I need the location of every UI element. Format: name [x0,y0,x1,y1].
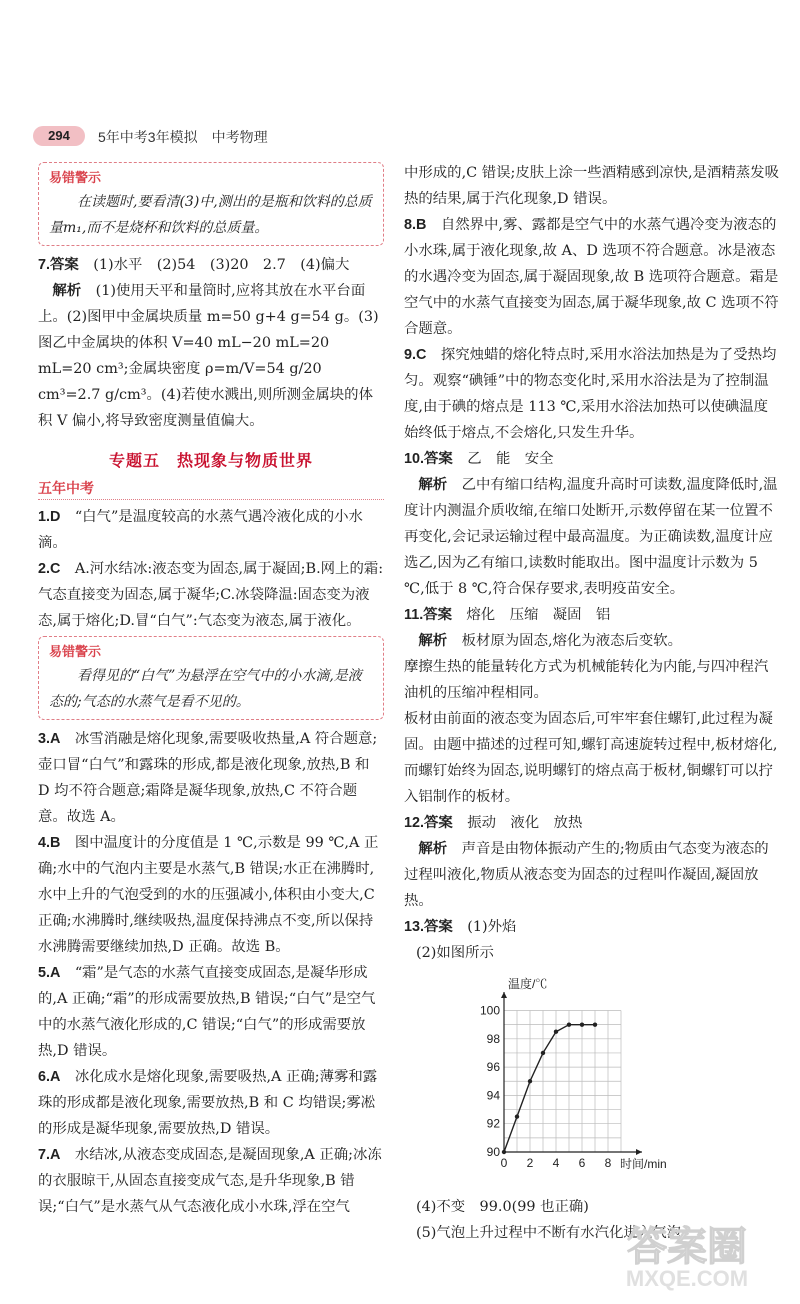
svg-text:答案圈: 答案圈 [627,1225,747,1269]
x-tick-label: 2 [526,1156,534,1170]
answer-13: 13.答案 (1)外焰 [404,919,517,935]
page-number: 294 [33,126,85,146]
chart-svg [464,970,684,1185]
data-point [554,1030,558,1034]
data-series-line [504,1025,595,1152]
temperature-chart [464,970,780,1194]
answer-13-line4: (4)不变 99.0(99 也正确) [416,1199,589,1215]
explanation-7: 解析 (1)使用天平和量筒时,应将其放在水平台面上。(2)图甲中金属块质量 m=50 g+4 g=54 g。(3)图乙中金属块的体积 V=40 mL−20 mL=20 mL=20 cm³;金属块密度 ρ=m/V=54 g/20 cm³=2.7 g/cm³。(4)若使水溅出,则所测金属块的体积 V 偏小,将导致密度测量值偏大。 [38,283,379,429]
explanation-11-line3: 板材由前面的液态变为固态后,可牢牢套住螺钉,此过程为凝固。由题中描述的过程可知,螺钉高速旋转过程中,板材熔化,而螺钉始终为固态,说明螺钉的熔点高于板材,铜螺钉可以拧入铝制作的板材。 [404,711,778,805]
warning-box-2 [38,636,384,720]
data-point [593,1022,597,1026]
answer-6: 6.A 冰化成水是熔化现象,需要吸热,A 正确;薄雾和露珠的形成都是液化现象,需要放热,B 和 C 均错误;雾凇的形成是凝华现象,需要放热,D 错误。 [38,1069,378,1137]
explanation-12: 解析 声音是由物体振动产生的;物质由气态变为液态的过程叫液化,物质从液态变为固态的过程叫作凝固,凝固放热。 [404,841,769,909]
answer-7-continued: 中形成的,C 错误;皮肤上涂一些酒精感到凉快,是酒精蒸发吸热的结果,属于汽化现象,D 错误。 [404,165,779,207]
answer-2: 2.C A.河水结冰:液态变为固态,属于凝固;B.网上的霜:气态直接变为固态,属于凝华;C.冰袋降温:固态变为液态,属于熔化;D.冒“白气”:气态变为液态,属于液化。 [38,561,384,629]
answer-8: 8.B 自然界中,雾、露都是空气中的水蒸气遇冷变为液态的小水珠,属于液化现象,故 A、D 选项不符合题意。冰是液态的水遇冷变为固态,属于凝固现象,故 B 选项符合题意。霜是空气中的水蒸气直接变为固态,属于凝华现象,故 C 选项不符合题意。 [404,217,779,337]
explanation-10: 解析 乙中有缩口结构,温度升高时可读数,温度降低时,温度计内测温介质收缩,在缩口处断开,示数停留在某一位置不再变化,会记录运输过程中最高温度。为正确读数,温度计应选乙,因为乙有缩口,读数时能取出。图中温度计示数为 5 ℃,低于 8 ℃,符合保存要求,表明疫苗安全。 [404,477,778,597]
warning-body: 看得见的“白气”为悬浮在空气中的小水滴,是液态的;气态的水蒸气是看不见的。 [49,668,362,710]
x-axis-label: 时间/min [620,1157,667,1171]
y-tick-label: 96 [486,1060,500,1075]
warning-title: 易错警示 [49,170,102,185]
data-point [528,1079,532,1083]
section-heading: 五年中考 [38,477,384,500]
answer-12: 12.答案 振动 液化 放热 [404,815,583,831]
answer-3: 3.A 冰雪消融是熔化现象,需要吸收热量,A 符合题意;壶口冒“白气”和露珠的形成,都是液化现象,放热,B 和 D 均不符合题意;霜降是凝华现象,放热,C 不符合题意。故选 A。 [38,731,378,825]
x-tick-label: 6 [578,1156,586,1170]
explanation-11: 解析 板材原为固态,熔化为液态后变软。 [418,633,683,649]
data-point [567,1022,571,1026]
book-title: 5年中考3年模拟 中考物理 [98,129,268,145]
topic-title: 专题五 热现象与物质世界 [108,453,313,470]
x-tick-label: 8 [604,1156,612,1170]
y-tick-label: 92 [486,1116,500,1131]
answer-9: 9.C 探究烛蜡的熔化特点时,采用水浴法加热是为了受热均匀。观察“碘锤”中的物态变化时,采用水浴法是为了控制温度,由于碘的熔点是 113 ℃,采用水浴法加热可以使碘温度始终低于熔点,不会熔化,只发生升华。 [404,347,777,441]
answer-7b: 7.A 水结冰,从液态变成固态,是凝固现象,A 正确;冰冻的衣服晾干,从固态直接变成气态,是升华现象,B 错误;“白气”是水蒸气从气态液化成小水珠,浮在空气 [38,1147,382,1215]
answer-4: 4.B 图中温度计的分度值是 1 ℃,示数是 99 ℃,A 正确;水中的气泡内主要是水蒸气,B 错误;水正在沸腾时,水中上升的气泡受到的水的压强减小,体积由小变大,C 正确;水沸腾时,继续吸热,温度保持沸点不变,所以保持水沸腾需要继续加热,D 正确。故选 B。 [38,835,379,955]
y-axis-arrow [501,992,507,998]
x-tick-label: 0 [500,1156,508,1170]
y-tick-label: 100 [479,1003,500,1018]
data-point [541,1051,545,1055]
warning-title: 易错警示 [49,644,102,659]
y-tick-label: 98 [486,1031,500,1046]
data-point [580,1022,584,1026]
y-axis-label: 温度/℃ [508,977,548,991]
answer-1: 1.D “白气”是温度较高的水蒸气遇冷液化成的小水滴。 [38,509,363,551]
answer-10: 10.答案 乙 能 安全 [404,451,554,467]
svg-text:MXQE.COM: MXQE.COM [625,1266,749,1291]
explanation-11-line2: 摩擦生热的能量转化方式为机械能转化为内能,与四冲程汽油机的压缩冲程相同。 [404,659,769,701]
y-tick-label: 90 [486,1145,500,1159]
warning-body: 在读题时,要看清(3)中,测出的是瓶和饮料的总质量m₁,而不是烧杯和饮料的总质量。 [49,194,372,236]
y-tick-label: 94 [486,1088,500,1103]
answer-5: 5.A “霜”是气态的水蒸气直接变成固态,是凝华形成的,A 正确;“霜”的形成需要放热,B 错误;“白气”是空气中的水蒸气液化形成的,C 错误;“白气”的形成需要放热,D 错误。 [38,965,376,1059]
data-point [515,1114,519,1118]
answer-13-line5: (5)气泡上升过程中不断有水汽化进入气泡 [416,1225,682,1241]
left-column [38,160,384,1220]
answer-11: 11.答案 熔化 压缩 凝固 铝 [404,607,611,623]
answer-13-line2: (2)如图所示 [416,945,494,961]
right-column [404,160,780,1246]
x-tick-label: 4 [552,1156,560,1170]
warning-box-1 [38,162,384,246]
x-axis-arrow [636,1149,642,1155]
watermark-logo [592,1212,782,1292]
answer-7: 7.答案 (1)水平 (2)54 (3)20 2.7 (4)偏大 [38,257,350,273]
data-point [502,1150,506,1154]
